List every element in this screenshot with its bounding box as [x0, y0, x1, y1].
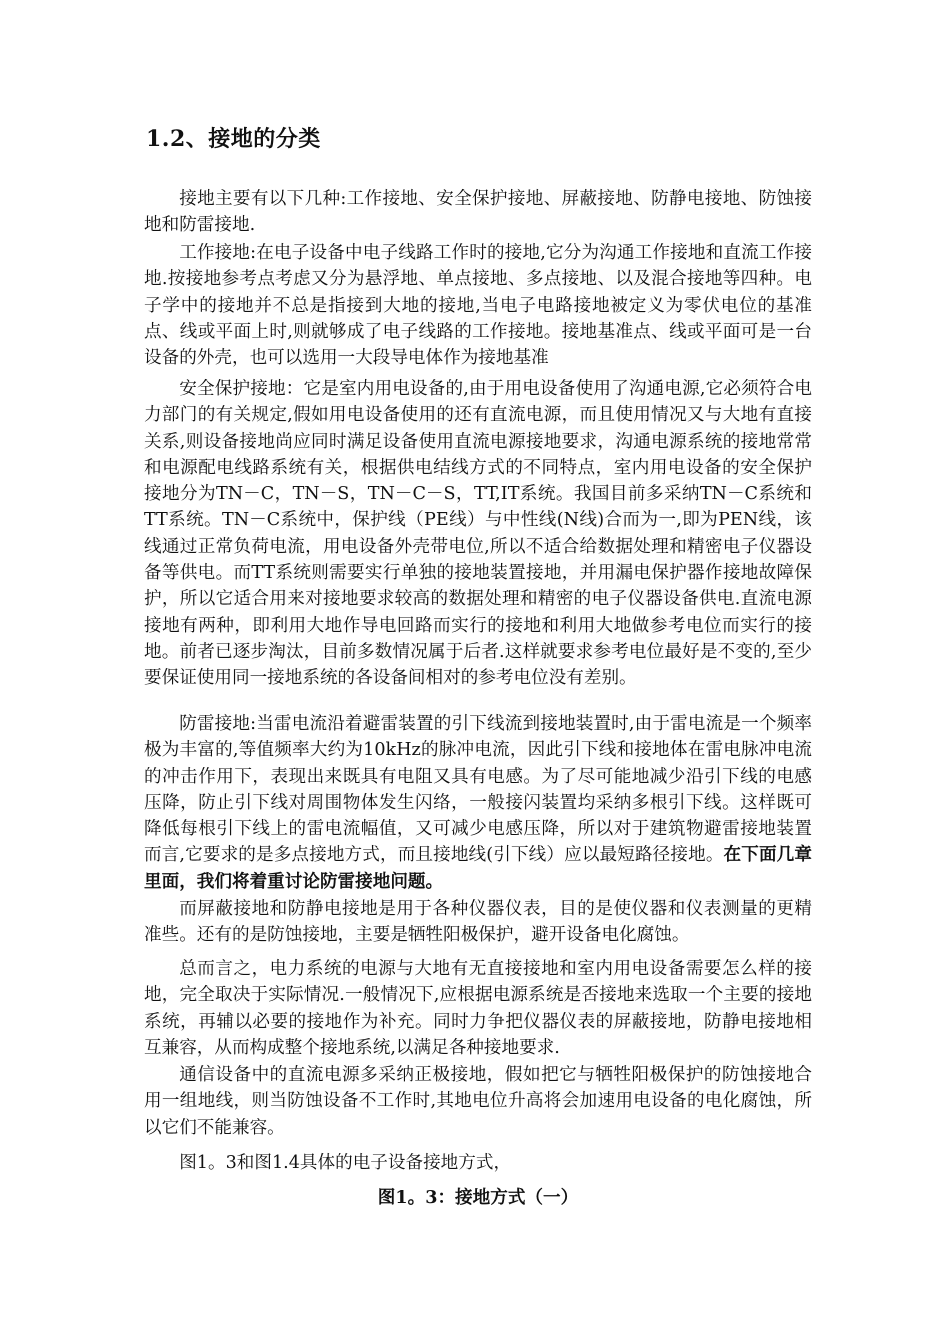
- paragraph-safety-grounding: 安全保护接地：它是室内用电设备的,由于用电设备使用了沟通电源,它必须符合电力部门的有关规定,假如用电设备使用的还有直流电源，而且使用情况又与大地有直接关系,则设备接地尚应同时满足设备使用直流电源接地要求，沟通电源系统的接地常常和电源配电线路系统有关，根据供电结线方式的不同特点，室内用电设备的安全保护接地分为TN－C，TN－S，TN－C－S，TT,IT系统。我国目前多采纳TN－C系统和TT系统。TN－C系统中，保护线（PE线）与中性线(N线)合而为一,即为PEN线，该线通过正常负荷电流，用电设备外壳带电位,所以不适合给数据处理和精密电子仪器设备等供电。而TT系统则需要实行单独的接地装置接地，并用漏电保护器作接地故障保护，所以它适合用来对接地要求较高的数据处理和精密的电子仪器设备供电.直流电源接地有两种，即利用大地作导电回路而实行的接地和利用大地做参考电位而实行的接地。前者已逐步淘汰，目前多数情况属于后者.这样就要求参考电位最好是不变的,至少要保证使用同一接地系统的各设备间相对的参考电位没有差别。: [144, 379, 812, 689]
- paragraph-intro: 接地主要有以下几种:工作接地、安全保护接地、屏蔽接地、防静电接地、防蚀接地和防雷接地.: [144, 189, 812, 236]
- paragraph-lightning-grounding: [144, 711, 812, 895]
- paragraph-summary: 总而言之，电力系统的电源与大地有无直接接地和室内用电设备需要怎么样的接地，完全取决于实际情况.一般情况下,应根据电源系统是否接地来选取一个主要的接地系统，再辅以必要的接地作为补充。同时力争把仪器仪表的屏蔽接地，防静电接地相互兼容，从而构成整个接地系统,以满足各种接地要求.: [144, 959, 812, 1058]
- paragraph-working-grounding: 工作接地:在电子设备中电子线路工作时的接地,它分为沟通工作接地和直流工作接地.按接地参考点考虑又分为悬浮地、单点接地、多点接地、以及混合接地等四种。电子学中的接地并不总是指接到大地的接地,当电子电路接地被定义为零伏电位的基准点、线或平面上时,则就够成了电子线路的工作接地。接地基准点、线或平面可是一台设备的外壳，也可以选用一大段导电体作为接地基准: [144, 243, 812, 369]
- lightning-emphasis: 在下面几章里面，我们将着重讨论防雷接地问题。: [144, 844, 812, 892]
- paragraph-communication: 通信设备中的直流电源多采纳正极接地，假如把它与牺牲阳极保护的防蚀接地合用一组地线，则当防蚀设备不工作时,其地电位升高将会加速用电设备的电化腐蚀，所以它们不能兼容。: [144, 1065, 812, 1138]
- section-heading: 1.2、接地的分类: [146, 126, 321, 152]
- paragraph-figure-reference: 图1。3和图1.4具体的电子设备接地方式，: [179, 1153, 512, 1173]
- paragraph-shield-grounding: 而屏蔽接地和防静电接地是用于各种仪器仪表，目的是使仪器和仪表测量的更精准些。还有的是防蚀接地，主要是牺牲阳极保护，避开设备电化腐蚀。: [144, 899, 812, 946]
- figure-caption: 图1。3：接地方式（一）: [377, 1187, 579, 1208]
- lightning-text: 防雷接地:当雷电流沿着避雷装置的引下线流到接地装置时,由于雷电流是一个频率极为丰富的,等值频率大约为10kHz的脉冲电流，因此引下线和接地体在雷电脉冲电流的冲击作用下，表现出来既具有电阻又具有电感。为了尽可能地减少沿引下线的电感压降，防止引下线对周围物体发生闪络，一般接闪装置均采纳多根引下线。这样既可降低每根引下线上的雷电流幅值，又可减少电感压降，所以对于建筑物避雷接地装置而言,它要求的是多点接地方式，而且接地线(引下线）应以最短路径接地。: [144, 714, 812, 866]
